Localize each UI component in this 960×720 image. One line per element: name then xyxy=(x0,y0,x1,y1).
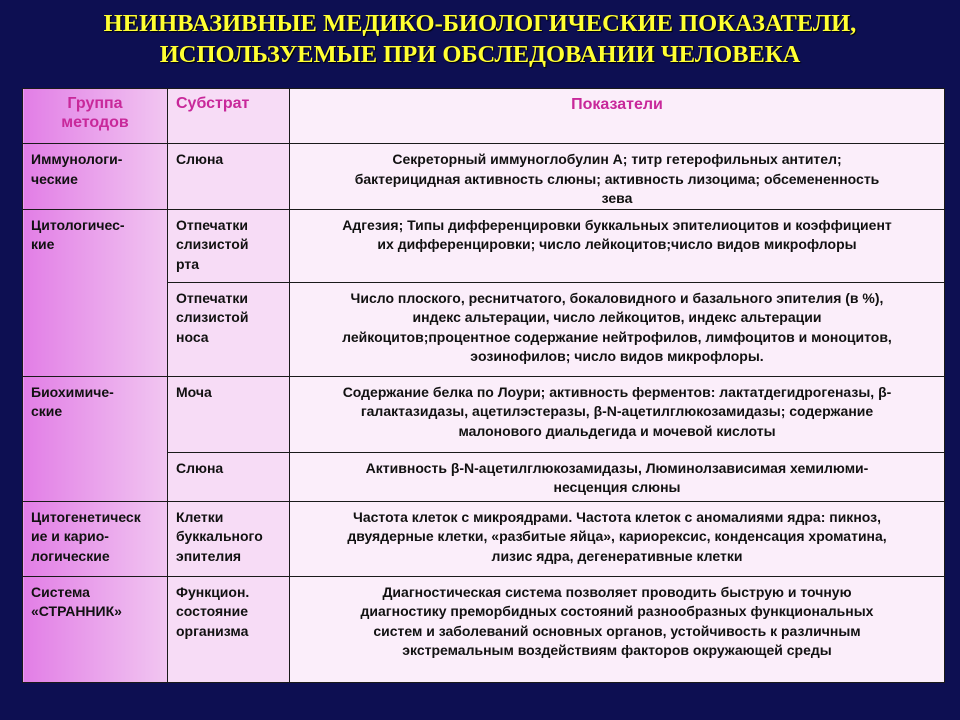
group-cell: Цитологичес- кие xyxy=(23,209,168,376)
table-row xyxy=(23,501,945,576)
table-row xyxy=(23,144,945,210)
substrate-cell: Функцион. состояние организма xyxy=(168,576,290,682)
slide-title xyxy=(0,8,960,70)
table-row xyxy=(23,576,945,682)
indicators-cell: Содержание белка по Лоури; активность ферментов: лактатдегидрогеназы, β- галактазидазы, ацетилэстеразы, β-N-ацетилглюкозамидазы; содержание малонового диальдегида и мочевой кислоты xyxy=(290,376,945,452)
indicators-table xyxy=(22,88,945,683)
indicators-cell: Адгезия; Типы дифференцировки буккальных эпителиоцитов и коэффициент их дифференцировки; число лейкоцитов;число видов микрофлоры xyxy=(290,209,945,282)
indicators-cell: Частота клеток с микроядрами. Частота клеток с аномалиями ядра: пикноз, двуядерные клетки, «разбитые яйца», кариорексис, конденсация хроматина, лизис ядра, дегенеративные клетки xyxy=(290,501,945,576)
header-indicators: Показатели xyxy=(290,89,945,144)
table-row xyxy=(23,209,945,282)
substrate-cell: Клетки буккального эпителия xyxy=(168,501,290,576)
substrate-cell: Слюна xyxy=(168,452,290,501)
table-row xyxy=(23,376,945,452)
header-substrate: Субстрат xyxy=(168,89,290,144)
table-header-row xyxy=(23,89,945,144)
slide-title-line-2: ИСПОЛЬЗУЕМЫЕ ПРИ ОБСЛЕДОВАНИИ ЧЕЛОВЕКА xyxy=(159,41,801,68)
substrate-cell: Отпечатки слизистой рта xyxy=(168,209,290,282)
substrate-cell: Слюна xyxy=(168,144,290,210)
indicators-cell: Диагностическая система позволяет проводить быструю и точную диагностику преморбидных состояний разнообразных функциональных систем и заболеваний основных органов, устойчивость к различным экстремальным воздействиям факторов окружающей среды xyxy=(290,576,945,682)
indicators-cell: Секреторный иммуноглобулин А; титр гетерофильных антител; бактерицидная активность слюны; активность лизоцима; обсемененность зева xyxy=(290,144,945,210)
header-method-group: Группа методов xyxy=(23,89,168,144)
substrate-cell: Отпечатки слизистой носа xyxy=(168,282,290,376)
group-cell: Система «СТРАННИК» xyxy=(23,576,168,682)
indicators-cell: Активность β-N-ацетилглюкозамидазы, Люминолзависимая хемилюми- несценция слюны xyxy=(290,452,945,501)
group-cell: Иммунологи- ческие xyxy=(23,144,168,210)
group-cell: Цитогенетическ ие и карио- логические xyxy=(23,501,168,576)
group-cell: Биохимиче- ские xyxy=(23,376,168,501)
slide-title-line-1: НЕИНВАЗИВНЫЕ МЕДИКО-БИОЛОГИЧЕСКИЕ ПОКАЗАТЕЛИ, xyxy=(103,10,857,37)
indicators-cell: Число плоского, реснитчатого, бокаловидного и базального эпителия (в %), индекс альтерации, число лейкоцитов, индекс альтерации лейкоцитов;процентное содержание нейтрофилов, лимфоцитов и моноцитов, эозинофилов; число видов микрофлоры. xyxy=(290,282,945,376)
substrate-cell: Моча xyxy=(168,376,290,452)
